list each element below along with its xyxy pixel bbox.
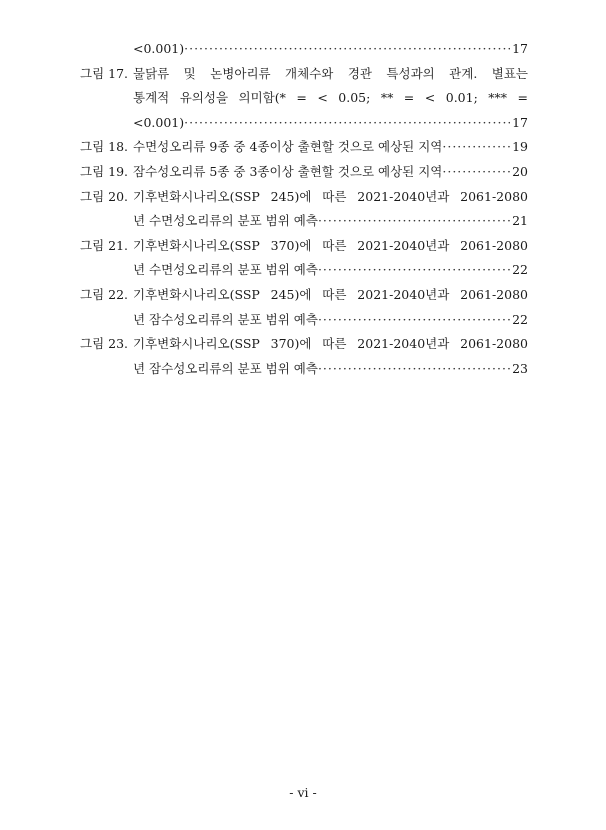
page-number: 21	[512, 213, 528, 229]
figure-caption-text: 잠수성오리류 5종 중 3종이상 출현할 것으로 예상된 지역	[133, 163, 443, 179]
figure-caption-text: <0.001)	[133, 114, 185, 130]
dot-leader	[442, 135, 510, 160]
figure-label: 그림 23.	[80, 336, 129, 352]
toc-entry-line[interactable]	[80, 37, 528, 62]
figure-caption-text: 년 수면성오리류의 분포 범위 예측	[133, 262, 318, 278]
figure-caption-text: 기후변화시나리오(SSP 245)에 따른 2021-2040년과 2061-2080	[133, 286, 528, 302]
dot-leader	[184, 37, 510, 62]
dot-leader	[318, 308, 510, 333]
toc-entry-line[interactable]	[80, 283, 528, 308]
page-number: 22	[512, 311, 528, 327]
page-number: 17	[512, 114, 528, 130]
figure-caption-text: 통계적 유의성을 의미함(* = < 0.05; ** = < 0.01; *** =	[133, 90, 528, 106]
toc-entry-line[interactable]	[80, 308, 528, 333]
toc-entry-line[interactable]	[80, 258, 528, 283]
toc-entry-line[interactable]	[80, 185, 528, 210]
figure-label: 그림 22.	[80, 286, 129, 302]
toc-entry-line[interactable]	[80, 209, 528, 234]
figure-caption-text: 기후변화시나리오(SSP 370)에 따른 2021-2040년과 2061-2080	[133, 237, 528, 253]
page-number: 19	[512, 139, 528, 155]
toc-entry-line[interactable]	[80, 160, 528, 185]
page-number-footer: - vi -	[289, 785, 317, 800]
dot-leader	[318, 357, 510, 382]
figure-caption-text: 년 잠수성오리류의 분포 범위 예측	[133, 311, 318, 327]
page-number: 22	[512, 262, 528, 278]
figure-caption-text: 수면성오리류 9종 중 4종이상 출현할 것으로 예상된 지역	[133, 139, 443, 155]
figure-caption-text: 기후변화시나리오(SSP 245)에 따른 2021-2040년과 2061-2080	[133, 188, 528, 204]
figure-caption-text: 년 잠수성오리류의 분포 범위 예측	[133, 360, 318, 376]
page-number: 17	[512, 41, 528, 56]
dot-leader	[442, 160, 510, 185]
figure-caption-text: 물닭류 및 논병아리류 개체수와 경관 특성과의 관계. 별표는	[133, 65, 528, 81]
dot-leader	[318, 258, 510, 283]
table-of-figures	[80, 37, 528, 381]
figure-label: 그림 21.	[80, 237, 129, 253]
toc-entry-line[interactable]	[80, 111, 528, 136]
figure-label: 그림 20.	[80, 188, 129, 204]
toc-entry-line[interactable]	[80, 135, 528, 160]
figure-caption-text: 기후변화시나리오(SSP 370)에 따른 2021-2040년과 2061-2080	[133, 336, 528, 352]
toc-entry-line[interactable]	[80, 86, 528, 111]
figure-caption-text: <0.001)	[133, 41, 185, 56]
dot-leader	[184, 111, 510, 136]
page-number: 23	[512, 360, 528, 376]
toc-entry-line[interactable]	[80, 234, 528, 259]
toc-entry-line[interactable]	[80, 62, 528, 87]
dot-leader	[318, 209, 510, 234]
page-number: 20	[512, 163, 528, 179]
toc-entry-line[interactable]	[80, 332, 528, 357]
toc-entry-line[interactable]	[80, 357, 528, 382]
figure-label: 그림 19.	[80, 163, 129, 179]
figure-label: 그림 18.	[80, 139, 129, 155]
figure-caption-text: 년 수면성오리류의 분포 범위 예측	[133, 213, 318, 229]
figure-label: 그림 17.	[80, 65, 129, 81]
